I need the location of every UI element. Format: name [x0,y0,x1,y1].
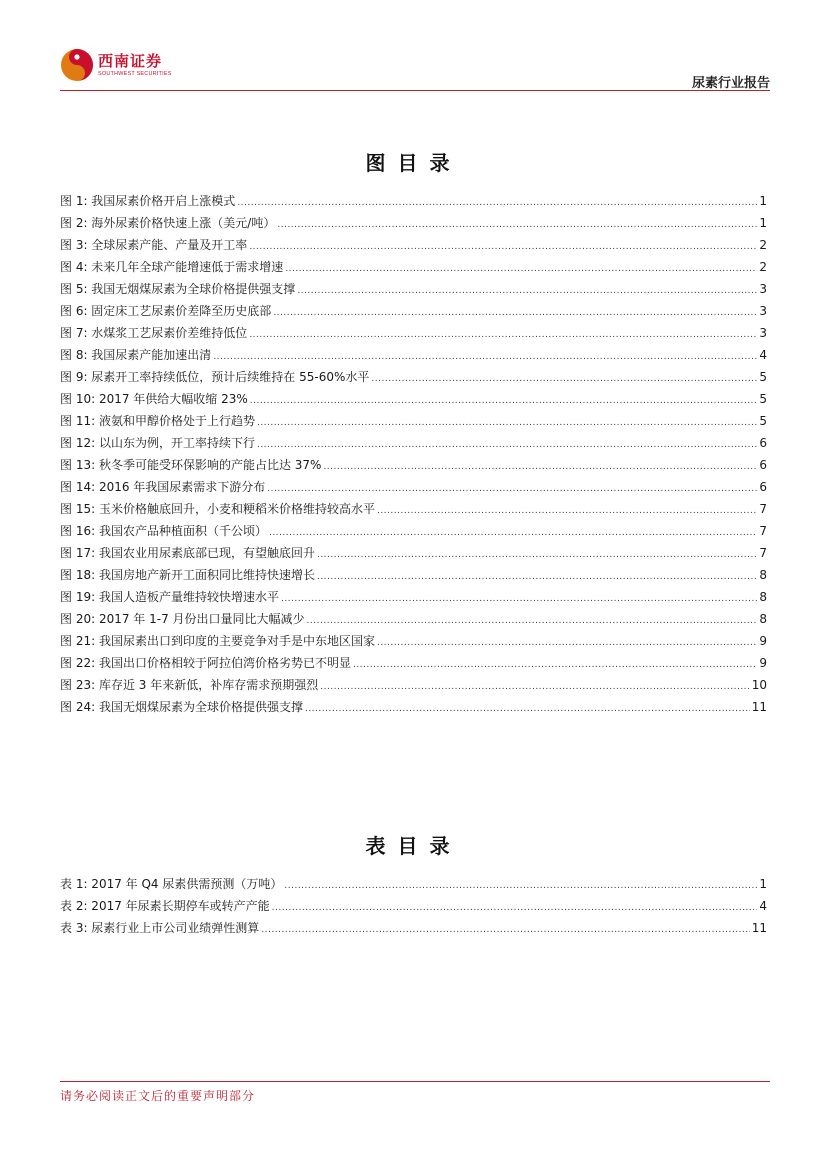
toc-entry-page: 4 [759,899,767,913]
toc-entry[interactable] [60,236,767,258]
toc-entry-page: 6 [759,436,767,450]
toc-entry-label: 图 4: 未来几年全球产能增速低于需求增速 [60,260,284,274]
toc-dot-leader [269,524,757,538]
toc-dot-leader [249,238,757,252]
toc-entry-page: 2 [759,238,767,252]
toc-entry[interactable] [60,412,767,434]
toc-dot-leader [377,502,757,516]
toc-entry[interactable] [60,324,767,346]
toc-entry-page: 1 [759,216,767,230]
toc-dot-leader [297,282,757,296]
toc-entry-page: 7 [759,502,767,516]
toc-entry[interactable] [60,522,767,544]
toc-entry-label: 图 17: 我国农业用尿素底部已现，有望触底回升 [60,546,315,560]
toc-entry-label: 图 22: 我国出口价格相较于阿拉伯湾价格劣势已不明显 [60,656,351,670]
toc-entry[interactable] [60,698,767,720]
toc-entry-page: 8 [759,612,767,626]
toc-entry[interactable] [60,258,767,280]
figure-list [60,192,767,720]
toc-entry-page: 1 [759,194,767,208]
toc-entry[interactable] [60,302,767,324]
toc-entry[interactable] [60,214,767,236]
toc-entry-page: 8 [759,590,767,604]
toc-entry[interactable] [60,346,767,368]
toc-dot-leader [323,458,757,472]
toc-dot-leader [281,590,757,604]
toc-dot-leader [305,700,750,714]
footer-disclaimer: 请务必阅读正文后的重要声明部分 [60,1089,256,1103]
toc-entry[interactable] [60,676,767,698]
toc-dot-leader [272,899,758,913]
toc-entry-label: 表 3: 尿素行业上市公司业绩弹性测算 [60,921,260,935]
toc-entry-label: 图 24: 我国无烟煤尿素为全球价格提供强支撑 [60,700,303,714]
toc-entry[interactable] [60,875,767,897]
toc-entry-page: 10 [751,678,767,692]
toc-entry[interactable] [60,588,767,610]
toc-entry-page: 5 [759,414,767,428]
toc-entry-page: 9 [759,656,767,670]
toc-entry-label: 图 16: 我国农产品种植面积（千公顷） [60,524,267,538]
toc-entry-label: 图 5: 我国无烟煤尿素为全球价格提供强支撑 [60,282,296,296]
company-logo [60,48,172,82]
toc-dot-leader [261,921,749,935]
toc-entry-label: 图 21: 我国尿素出口到印度的主要竞争对手是中东地区国家 [60,634,375,648]
header-divider [60,90,770,91]
toc-entry-label: 图 6: 固定床工艺尿素价差降至历史底部 [60,304,272,318]
toc-dot-leader [317,568,757,582]
toc-entry-page: 7 [759,524,767,538]
toc-entry-label: 图 11: 液氨和甲醇价格处于上行趋势 [60,414,255,428]
footer-divider [60,1081,770,1082]
toc-entry-page: 2 [759,260,767,274]
table-list [60,875,767,941]
toc-entry[interactable] [60,478,767,500]
toc-dot-leader [237,194,757,208]
toc-dot-leader [353,656,757,670]
toc-entry[interactable] [60,500,767,522]
toc-entry-label: 图 8: 我国尿素产能加速出清 [60,348,212,362]
toc-dot-leader [267,480,757,494]
logo-english-name: SOUTHWEST SECURITIES [98,70,172,77]
toc-entry-page: 11 [751,700,767,714]
toc-entry[interactable] [60,544,767,566]
logo-icon [60,48,94,82]
toc-entry-label: 图 2: 海外尿素价格快速上涨（美元/吨） [60,216,276,230]
toc-entry-page: 5 [759,370,767,384]
table-list-title: 表目录 [365,834,462,858]
logo-chinese-name: 西南证券 [98,51,163,70]
toc-entry[interactable] [60,456,767,478]
toc-entry[interactable] [60,280,767,302]
toc-entry-label: 图 15: 玉米价格触底回升，小麦和粳稻米价格维持较高水平 [60,502,375,516]
toc-entry-page: 6 [759,458,767,472]
toc-entry-page: 11 [751,921,767,935]
toc-dot-leader [377,634,757,648]
toc-entry[interactable] [60,390,767,412]
toc-entry-label: 图 10: 2017 年供给大幅收缩 23% [60,392,248,406]
toc-dot-leader [213,348,757,362]
toc-dot-leader [320,678,750,692]
toc-entry-page: 6 [759,480,767,494]
toc-entry-page: 3 [759,304,767,318]
toc-entry[interactable] [60,192,767,214]
toc-entry[interactable] [60,368,767,390]
toc-dot-leader [257,414,757,428]
toc-dot-leader [371,370,757,384]
figure-list-title: 图目录 [365,151,462,175]
toc-entry-page: 3 [759,282,767,296]
toc-dot-leader [273,304,757,318]
toc-entry-label: 图 9: 尿素开工率持续低位，预计后续维持在 55-60%水平 [60,370,370,384]
toc-entry-page: 9 [759,634,767,648]
toc-dot-leader [250,392,758,406]
toc-entry-label: 图 23: 库存近 3 年来新低，补库存需求预期强烈 [60,678,319,692]
toc-entry-page: 4 [759,348,767,362]
toc-entry[interactable] [60,434,767,456]
toc-entry-label: 图 1: 我国尿素价格开启上涨模式 [60,194,236,208]
toc-entry-page: 1 [759,877,767,891]
toc-dot-leader [284,877,757,891]
toc-dot-leader [249,326,757,340]
toc-entry-page: 7 [759,546,767,560]
toc-entry-page: 8 [759,568,767,582]
toc-dot-leader [317,546,757,560]
toc-entry[interactable] [60,566,767,588]
toc-entry[interactable] [60,632,767,654]
toc-entry-label: 图 3: 全球尿素产能、产量及开工率 [60,238,248,252]
toc-dot-leader [257,436,757,450]
toc-entry-label: 图 14: 2016 年我国尿素需求下游分布 [60,480,266,494]
toc-dot-leader [277,216,757,230]
toc-entry[interactable] [60,919,767,941]
page-header [60,48,770,92]
toc-entry-label: 图 20: 2017 年 1-7 月份出口量同比大幅减少 [60,612,305,626]
toc-entry-label: 图 7: 水煤浆工艺尿素价差维持低位 [60,326,248,340]
toc-dot-leader [307,612,758,626]
toc-entry[interactable] [60,897,767,919]
report-type-label: 尿素行业报告 [691,76,770,91]
toc-entry[interactable] [60,654,767,676]
toc-entry-label: 图 12: 以山东为例，开工率持续下行 [60,436,255,450]
toc-entry-label: 图 13: 秋冬季可能受环保影响的产能占比达 37% [60,458,322,472]
toc-entry-label: 表 1: 2017 年 Q4 尿素供需预测（万吨） [60,877,283,891]
toc-entry-page: 5 [759,392,767,406]
toc-entry-label: 图 18: 我国房地产新开工面积同比维持快速增长 [60,568,315,582]
toc-dot-leader [285,260,757,274]
toc-entry[interactable] [60,610,767,632]
toc-entry-label: 表 2: 2017 年尿素长期停车或转产产能 [60,899,270,913]
toc-entry-page: 3 [759,326,767,340]
toc-entry-label: 图 19: 我国人造板产量维持较快增速水平 [60,590,279,604]
